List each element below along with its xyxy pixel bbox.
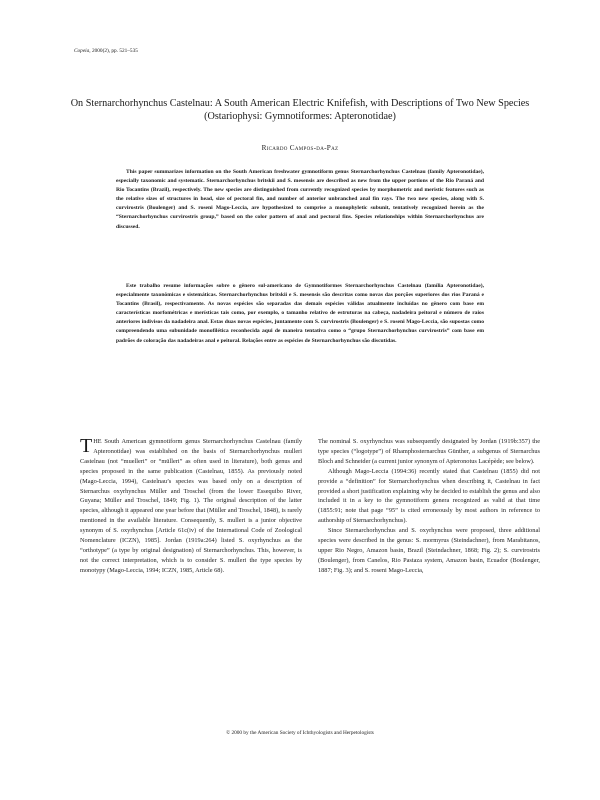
paragraph-introduction (80, 437, 302, 576)
abstract-english: This paper summarizes information on the South American freshwater gymnotiform genus Sternarchorhynchus Castelnau (family Apteronotidae), especially taxonomic and systematic. Sternarchorhynchus britskii and S. mesensis are described as new from the upper portions of the Rio Paraná and Rio Tocantins (Brazil), respectively. The new species are distinguished from currently recognized species by morphometric and meristic features such as the relative sizes of structures in head, size of pectoral fin, and number of anterior unbranched anal fin rays. The two new species, along with S. curvirostris (Boulenger) and S. roseni Mago-Leccia, are hypothesized to comprise a monophyletic subunit, tentatively recognized herein as the “Sternarchorhynchus curvirostris group,” based on the color pattern of anal and pectoral fins. Species relationships within Sternarchorhynchus are discussed. (116, 169, 484, 230)
journal-pages: 2000(2), pp. 521–535 (91, 48, 138, 54)
abstract-portuguese: Este trabalho resume informações sobre o gênero sul-americano de Gymnotiformes Sternarchorhynchus Castelnau (família Apteronotidae), especialmente taxonômicas e sistemáticas. Sternarchorhynchus britskii e S. mesensis são descritas como novas das porções superiores dos rios Paraná e Tocantins (Brasil), respectivamente. As novas espécies são separadas das demais espécies válidas atualmente incluídas no gênero com base em características morfométricas e merísticas tais como, por exemplo, o tamanho relativo de estruturas na cabeça, nadadeira peitoral e número de raios anteriores indivisos da nadadeira anal. Estas duas novas espécies, juntamente com S. curvirostris (Boulenger) e S. roseni Mago-Leccia, são supostas como compreendendo uma subunidade monofilética reconhecida aqui de maneira tentativa como o “grupo Sternarchorhynchus curvirostris” com base em padrões de coloração das nadadeiras anal e peitoral. Relações entre as espécies de Sternarchorhynchus são discutidas. (116, 283, 484, 344)
paragraph-type-species: The nominal S. oxyrhynchus was subsequently designated by Jordan (1919b:357) the type species (“logotype”) of Rhamphosternarchus Günther, a subgenus of Sternarchus Bloch and Schneider (a current junior synonym of Apteronotus Lacépède; see below). (318, 438, 540, 465)
copyright-footer: © 2000 by the American Society of Ichthyologists and Herpetologists (226, 730, 374, 736)
body-column-right (318, 437, 540, 576)
article-title: On Sternarchorhynchus Castelnau: A South American Electric Knifefish, with Descriptions of Two New Species (Ostariophysi: Gymnotiformes: Apteronotidae) (70, 98, 530, 123)
paragraph-text: HE South American gymnotiform genus Sternarchorhynchus Castelnau (family Apteronotidae) was established on the basis of Sternarchorhynchus mulleri Castelnau (not “muelleri” or “mülleri” as often used in literature), both genus and species proposed in the same publication (Castelnau, 1855). As previously noted (Mago-Leccia, 1994), Castelnau’s species was based only on a description of Sternarchus oxyrhynchus Müller and Troschel (from the lower Essequibo River, Guyana; Müller and Troschel, 1849; Fig. 1). The original description of the latter species, although it appeared one year before that (Müller and Troschel, 1848), is rarely mentioned in the available literature. Consequently, S. mulleri is a junior objective synonym of S. oxyrhynchus [Article 61c(iv) of the International Code of Zoological Nomenclature (ICZN), 1985]. Jordan (1919a:264) listed S. oxyrhynchus as the “orthotype” (a type by original designation) of Sternarchorhynchus. This, however, is not the correct interpretation, which is to consider S. mulleri the type species by monotypy (Mago-Leccia, 1994; ICZN, 1985, Article 68). (80, 438, 302, 574)
body-column-left (80, 437, 302, 576)
paragraph-additional-species: Since Sternarchorhynchus and S. oxyrhynchus were proposed, three additional species were described in the genus: S. mormyrus (Steindachner), from Marabitanos, upper Rio Negro, Amazon basin, Brazil (Steindachner, 1868; Fig. 2); S. curvirostris (Boulenger), from Canelos, Rio Pastaza system, Amazon basin, Ecuador (Boulenger, 1887; Fig. 3); and S. roseni Mago-Leccia, (318, 527, 540, 574)
article-author: Ricardo Campos-da-Paz (261, 144, 339, 152)
journal-name: Copeia, (74, 48, 91, 54)
paragraph-definition: Although Mago-Leccia (1994:36) recently stated that Castelnau (1855) did not provide a “definition” for Sternarchorhynchus when describing it, Castelnau in fact provided a short justification explaining why he decided to establish the genus and also included it in a key to the gymnotiform genera recognized as valid at that time (1855:91; note that page “95” is cited erroneously by most authors in reference to authorship of Sternarchorhynchus). (318, 467, 540, 525)
drop-cap: T (80, 435, 93, 457)
journal-citation (74, 48, 138, 54)
